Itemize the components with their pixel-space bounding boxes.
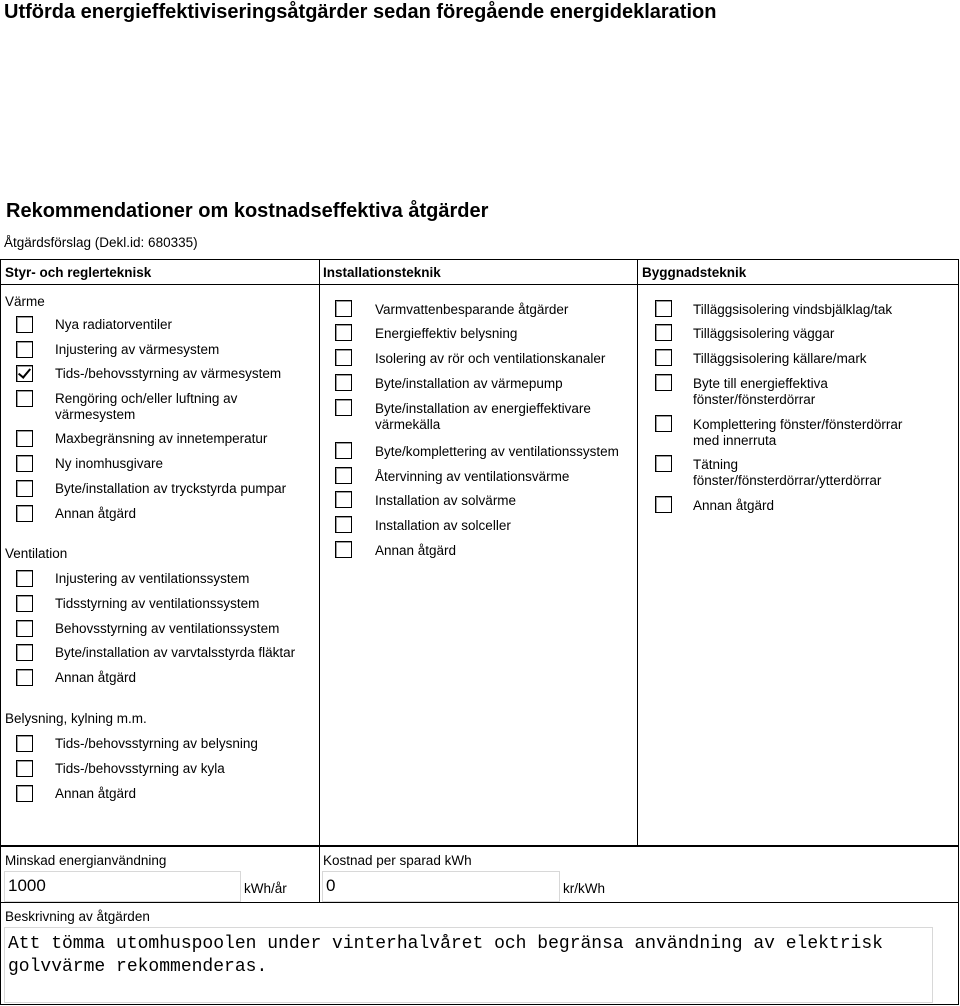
checkbox-label: Injustering av värmesystem — [55, 342, 220, 357]
checkbox-label: Nya radiatorventiler — [55, 317, 173, 332]
checkbox[interactable] — [335, 324, 352, 341]
checkbox[interactable] — [335, 399, 352, 416]
column-divider-2 — [637, 260, 638, 845]
cost-per-kwh-label: Kostnad per sparad kWh — [323, 853, 472, 868]
checkbox-label: Byte/installation av värmepump — [375, 376, 563, 391]
checkbox[interactable] — [16, 595, 33, 612]
checkbox[interactable] — [16, 644, 33, 661]
checkbox-label: Byte/installation av varvtalsstyrda fläktar — [55, 645, 296, 660]
description-field[interactable]: Att tömma utomhuspoolen under vinterhalvåret och begränsa användning av elektrisk golvvärme rekommenderas. — [4, 927, 933, 1003]
column-header-installation: Installationsteknik — [323, 265, 441, 280]
checkbox[interactable] — [335, 467, 352, 484]
checkbox[interactable] — [655, 415, 672, 432]
checkbox-label: Byte till energieffektiva fönster/fönsterdörrar — [693, 376, 828, 407]
checkbox-label: Tätning fönster/fönsterdörrar/ytterdörrar — [693, 457, 882, 488]
checkbox-label: Annan åtgärd — [55, 786, 137, 801]
checkbox-label: Komplettering fönster/fönsterdörrar med innerruta — [693, 417, 903, 448]
checkbox-label: Byte/komplettering av ventilationssystem — [375, 444, 619, 459]
section-title-ventilation: Ventilation — [5, 546, 68, 561]
checkbox[interactable] — [16, 570, 33, 587]
checkbox[interactable] — [655, 455, 672, 472]
page-heading: Utförda energieffektiviseringsåtgärder sedan föregående energideklaration — [4, 1, 717, 23]
checkbox-label: Tids-/behovsstyrning av kyla — [55, 761, 225, 776]
checkbox[interactable] — [655, 324, 672, 341]
checkbox[interactable] — [335, 349, 352, 366]
energy-unit: kWh/år — [244, 881, 287, 896]
recommendations-heading: Rekommendationer om kostnadseffektiva åtgärder — [6, 200, 489, 222]
checkbox-label: Tidsstyrning av ventilationssystem — [55, 596, 260, 611]
checkbox[interactable] — [335, 491, 352, 508]
checkbox[interactable] — [655, 300, 672, 317]
checkbox[interactable] — [16, 316, 33, 333]
checkbox-label: Installation av solvärme — [375, 493, 517, 508]
checkbox[interactable] — [16, 365, 33, 382]
checkbox-label: Byte/installation av energieffektivare värmekälla — [375, 401, 591, 432]
checkbox-label: Varmvattenbesparande åtgärder — [375, 302, 569, 317]
section-title-belysning: Belysning, kylning m.m. — [5, 711, 147, 726]
checkbox[interactable] — [655, 496, 672, 513]
checkbox[interactable] — [335, 300, 352, 317]
column-divider-1 — [319, 260, 320, 845]
checkbox[interactable] — [16, 735, 33, 752]
checkbox-label: Behovsstyrning av ventilationssystem — [55, 621, 280, 636]
checkbox[interactable] — [16, 390, 33, 407]
section-title-varme: Värme — [5, 294, 45, 309]
checkbox-label: Annan åtgärd — [375, 543, 457, 558]
energy-reduction-field[interactable]: 1000 — [4, 871, 241, 902]
checkbox-label: Tilläggsisolering källare/mark — [693, 351, 867, 366]
bottom-column-divider — [319, 847, 320, 902]
checkbox-label: Byte/installation av tryckstyrda pumpar — [55, 481, 287, 496]
checkbox[interactable] — [16, 785, 33, 802]
bottom-divider — [1, 902, 958, 903]
checkbox[interactable] — [16, 620, 33, 637]
checkbox[interactable] — [16, 455, 33, 472]
checkbox-label: Annan åtgärd — [55, 670, 137, 685]
checkbox-label: Injustering av ventilationssystem — [55, 571, 250, 586]
header-divider — [1, 284, 958, 285]
checkbox[interactable] — [655, 374, 672, 391]
energy-reduction-label: Minskad energianvändning — [5, 853, 167, 868]
checkbox[interactable] — [16, 341, 33, 358]
checkbox-label: Tids-/behovsstyrning av belysning — [55, 736, 258, 751]
checkbox-label: Tilläggsisolering vindsbjälklag/tak — [693, 302, 893, 317]
checkbox-label: Annan åtgärd — [693, 498, 775, 513]
checkbox-label: Energieffektiv belysning — [375, 326, 518, 341]
checkbox-label: Installation av solceller — [375, 518, 511, 533]
checkbox[interactable] — [16, 430, 33, 447]
checkbox[interactable] — [16, 505, 33, 522]
cost-unit: kr/kWh — [563, 881, 605, 896]
checkbox-label: Ny inomhusgivare — [55, 456, 164, 471]
cost-per-kwh-field[interactable]: 0 — [322, 871, 560, 902]
proposal-label: Åtgärdsförslag (Dekl.id: 680335) — [4, 235, 198, 250]
checkbox[interactable] — [335, 374, 352, 391]
checkbox[interactable] — [16, 480, 33, 497]
checkbox[interactable] — [335, 516, 352, 533]
column-header-byggnad: Byggnadsteknik — [642, 265, 747, 280]
checkbox-label: Isolering av rör och ventilationskanaler — [375, 351, 606, 366]
checkbox[interactable] — [16, 760, 33, 777]
checkbox-label: Återvinning av ventilationsvärme — [375, 469, 570, 484]
checkbox[interactable] — [655, 349, 672, 366]
checkbox-label: Rengöring och/eller luftning av värmesystem — [55, 391, 238, 422]
checkbox-label: Maxbegränsning av innetemperatur — [55, 431, 268, 446]
checkbox[interactable] — [335, 541, 352, 558]
checkbox-label: Tids-/behovsstyrning av värmesystem — [55, 366, 282, 381]
column-header-styr: Styr- och reglerteknisk — [5, 265, 152, 280]
checkbox[interactable] — [335, 442, 352, 459]
checkbox-label: Annan åtgärd — [55, 506, 137, 521]
checkbox[interactable] — [16, 669, 33, 686]
description-label: Beskrivning av åtgärden — [5, 909, 150, 924]
checkbox-label: Tilläggsisolering väggar — [693, 326, 835, 341]
